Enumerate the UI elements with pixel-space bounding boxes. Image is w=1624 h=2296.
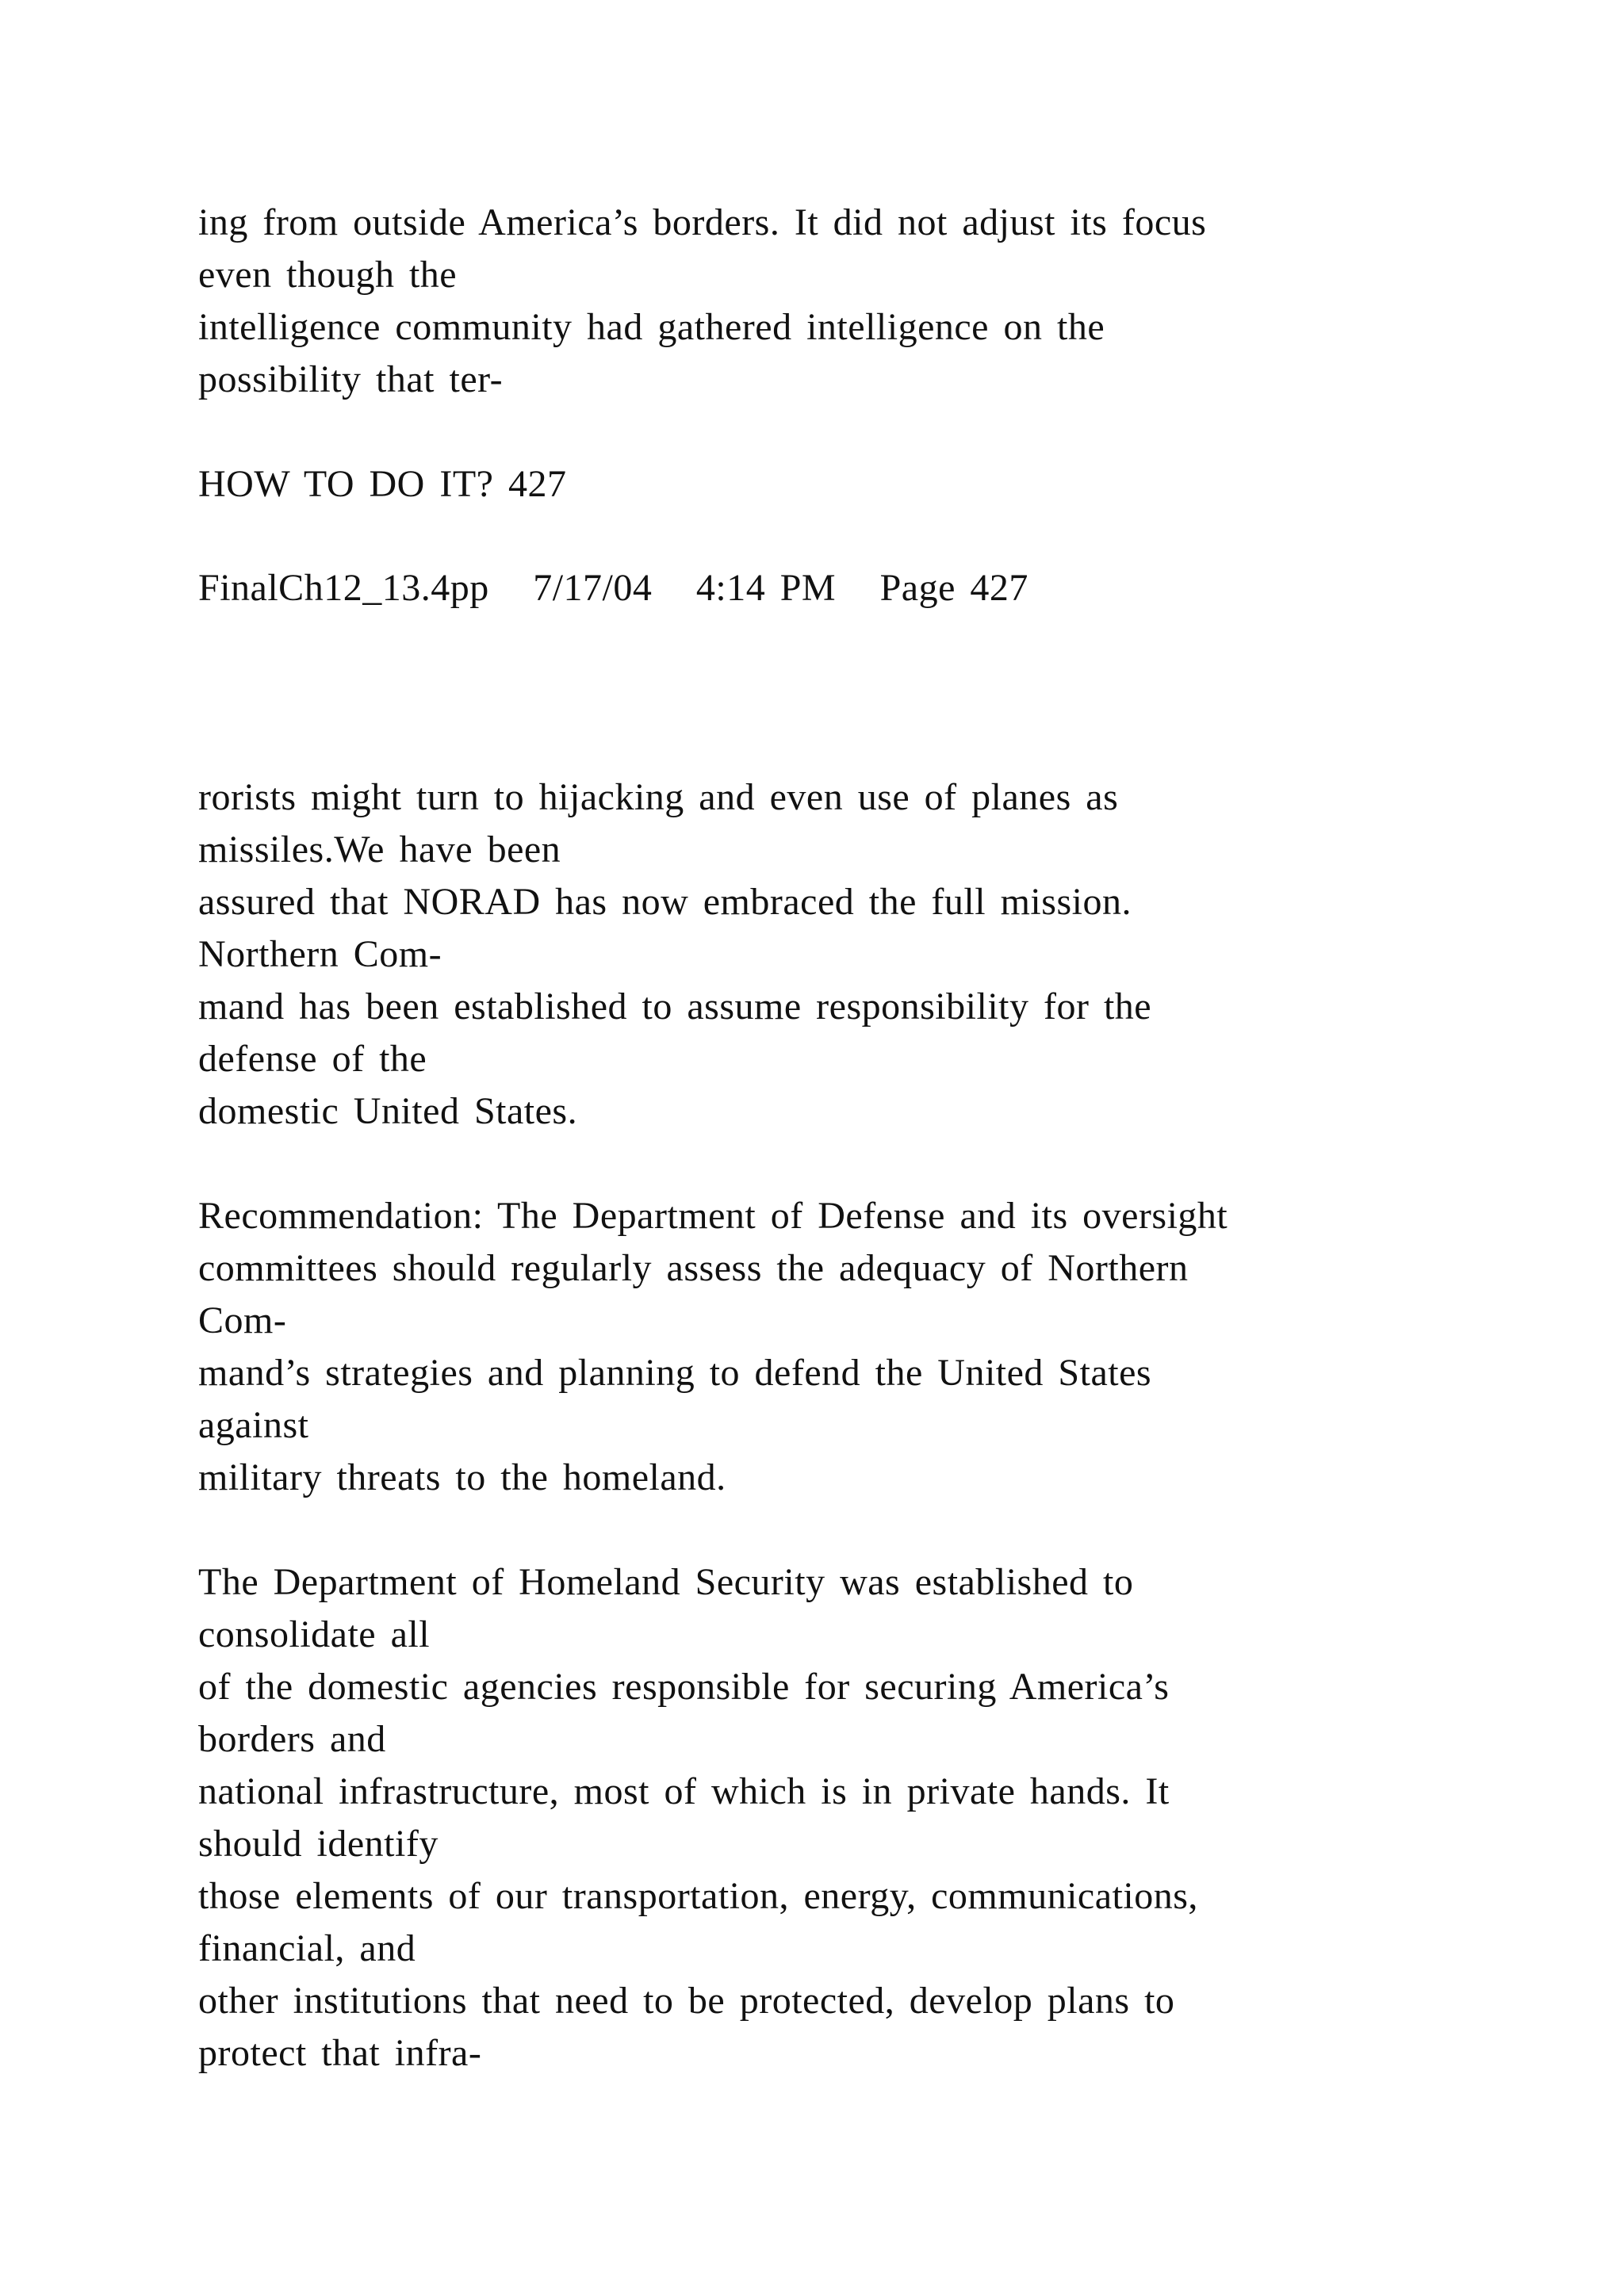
recommendation-line: Com- bbox=[198, 1299, 287, 1341]
paragraph-3-line: consolidate all bbox=[198, 1613, 431, 1655]
running-footer: HOW TO DO IT? 427 bbox=[198, 463, 567, 505]
paragraph-3-line: should identify bbox=[198, 1823, 439, 1865]
paragraph-3-line: national infrastructure, most of which is in private hands. It bbox=[198, 1770, 1170, 1812]
paragraph-1-line: intelligence community had gathered intelligence on the bbox=[198, 306, 1105, 348]
paragraph-3-line: those elements of our transportation, energy, communications, bbox=[198, 1875, 1198, 1917]
paragraph-2-line: missiles.We have been bbox=[198, 828, 561, 871]
paragraph-2-line: Northern Com- bbox=[198, 933, 442, 975]
recommendation-line: committees should regularly assess the adequacy of Northern bbox=[198, 1247, 1189, 1289]
paragraph-3-line: The Department of Homeland Security was established to bbox=[198, 1561, 1134, 1603]
paragraph-2-line: assured that NORAD has now embraced the full mission. bbox=[198, 881, 1132, 923]
paragraph-3-line: protect that infra- bbox=[198, 2032, 482, 2074]
recommendation-line: against bbox=[198, 1404, 309, 1446]
paragraph-3-line: other institutions that need to be protected, develop plans to bbox=[198, 1980, 1175, 2022]
paragraph-1-line: even though the bbox=[198, 254, 458, 296]
recommendation-line: military threats to the homeland. bbox=[198, 1456, 726, 1498]
paragraph-2-line: defense of the bbox=[198, 1038, 427, 1080]
paragraph-1-line: ing from outside America’s borders. It did not adjust its focus bbox=[198, 201, 1207, 243]
paragraph-3-line: financial, and bbox=[198, 1927, 416, 1969]
recommendation-line: Recommendation: The Department of Defense and its oversight bbox=[198, 1195, 1228, 1237]
paragraph-3-line: of the domestic agencies responsible for securing America’s bbox=[198, 1666, 1170, 1708]
paragraph-1-line: possibility that ter- bbox=[198, 358, 504, 400]
print-slug: FinalCh12_13.4pp 7/17/04 4:14 PM Page 427 bbox=[198, 567, 1028, 609]
paragraph-2-line: mand has been established to assume responsibility for the bbox=[198, 985, 1152, 1027]
paragraph-2-line: rorists might turn to hijacking and even use of planes as bbox=[198, 776, 1119, 818]
recommendation-line: mand’s strategies and planning to defend the United States bbox=[198, 1352, 1152, 1394]
paragraph-3-line: borders and bbox=[198, 1718, 386, 1760]
paragraph-2-line: domestic United States. bbox=[198, 1090, 578, 1132]
